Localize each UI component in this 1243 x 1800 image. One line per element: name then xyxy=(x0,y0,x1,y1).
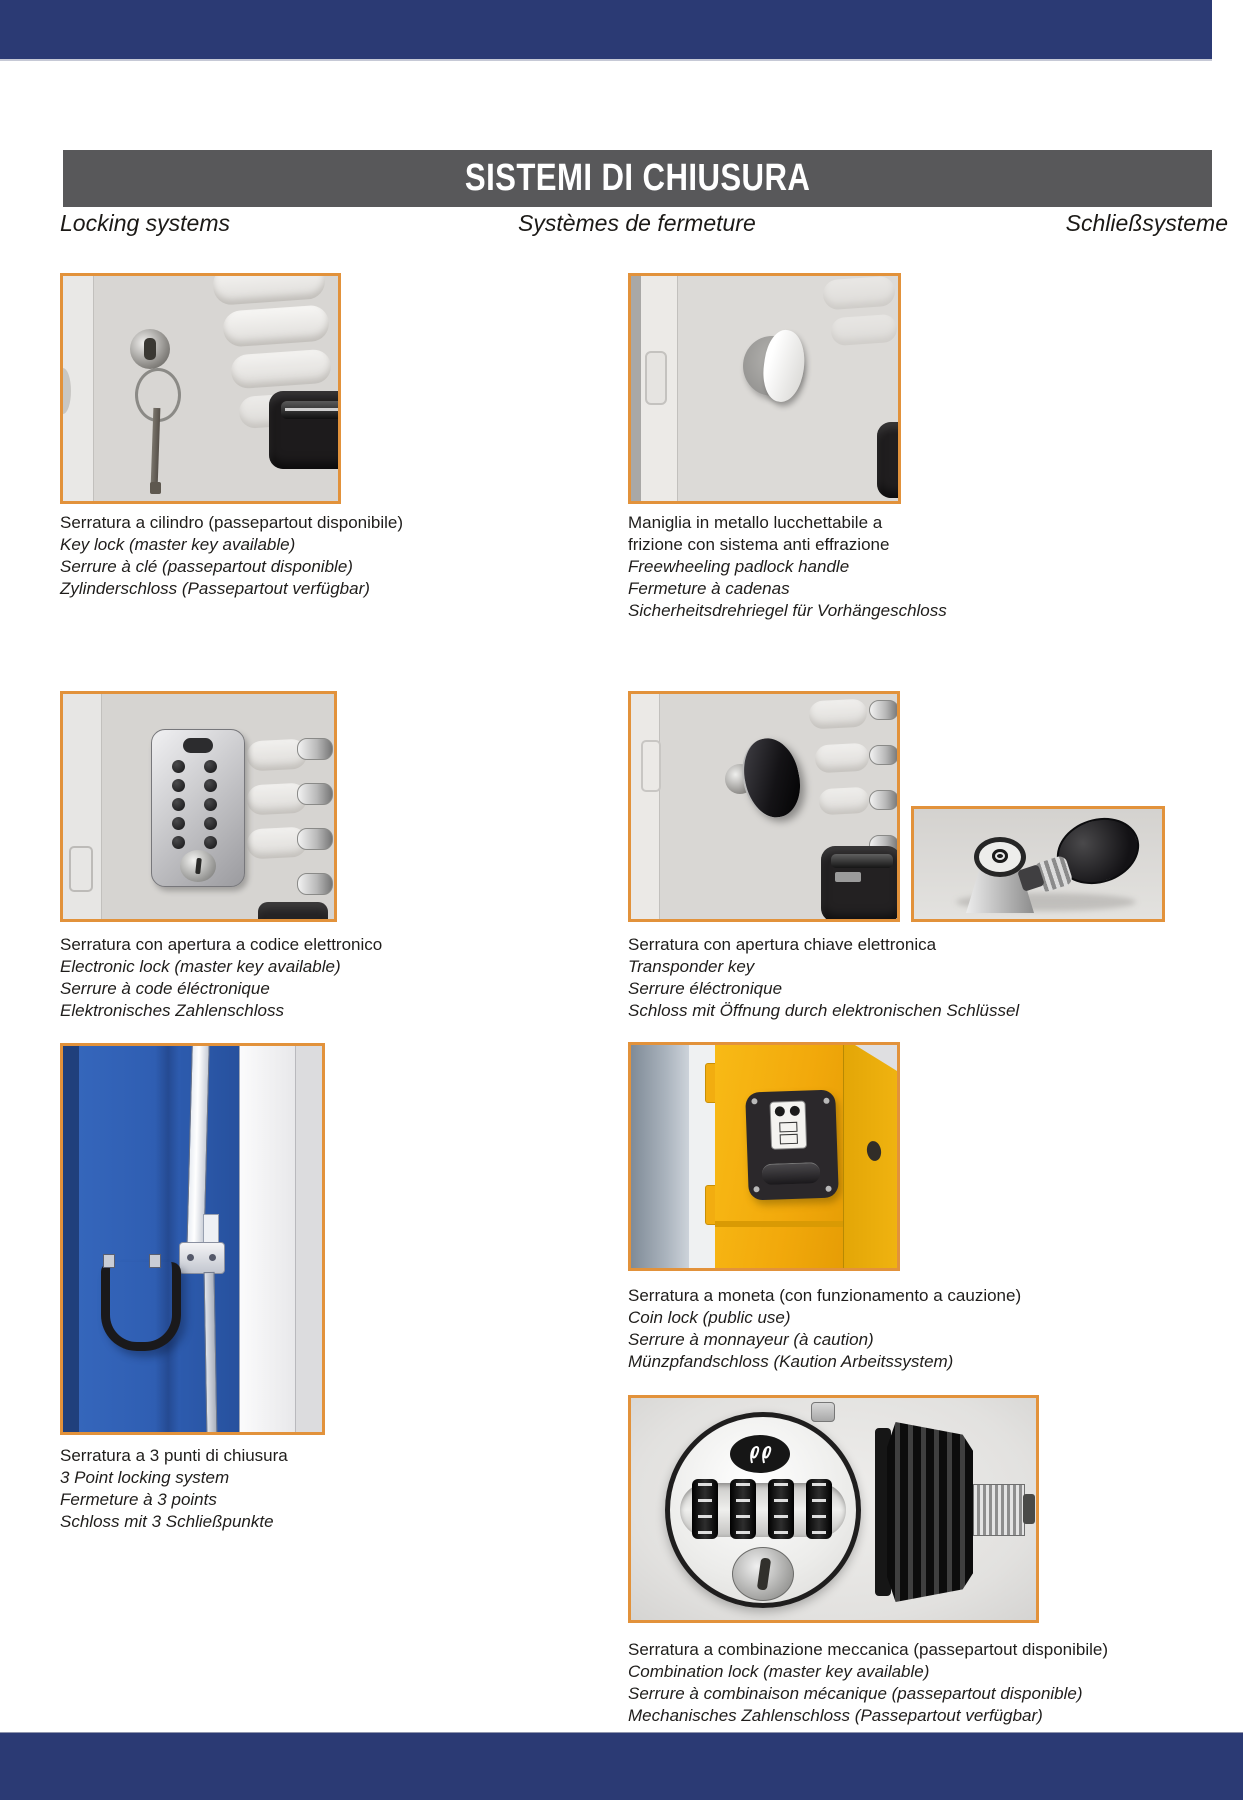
coin-icon xyxy=(790,1106,800,1116)
title-bar xyxy=(63,150,1212,207)
shaft-cam xyxy=(1023,1494,1035,1524)
mount-tab xyxy=(811,1402,835,1422)
top-banner xyxy=(0,0,1212,61)
photo-key-lock xyxy=(60,273,341,504)
latch-recess xyxy=(645,351,667,405)
combination-dial xyxy=(692,1479,718,1539)
caption-line-fr: Serrure à combinaison mécanique (passepartout disponible) xyxy=(628,1684,1083,1703)
handle-slot xyxy=(831,854,893,868)
mech-screw xyxy=(825,1186,831,1192)
recessed-handle xyxy=(269,391,341,469)
photo-combination-lock xyxy=(628,1395,1039,1623)
dial-digits xyxy=(736,1483,750,1535)
rod-guide xyxy=(179,1242,225,1274)
combination-dial xyxy=(806,1479,832,1539)
door-edge xyxy=(631,694,660,919)
dial-digits xyxy=(698,1483,712,1535)
subtitle-fr: Systèmes de fermeture xyxy=(518,210,756,236)
handle-hook xyxy=(835,872,861,882)
caption-line-fr: Serrure éléctronique xyxy=(628,979,783,998)
photo-padlock-handle xyxy=(628,273,901,504)
photo-transponder-key xyxy=(911,806,1165,922)
locker-interior xyxy=(631,1045,689,1268)
keypad-clear-button xyxy=(183,738,213,753)
emblem-squiggle xyxy=(730,1435,790,1473)
caption-line-en: Transponder key xyxy=(628,957,755,976)
caption-line-en: Combination lock (master key available) xyxy=(628,1662,930,1681)
vent-rib xyxy=(222,304,330,347)
frame-gray xyxy=(295,1046,323,1432)
caption-line-it: Serratura con apertura chiave elettronica xyxy=(628,935,937,954)
brand-emblem xyxy=(730,1435,790,1473)
vent-rib xyxy=(230,349,332,390)
u-handle-mount xyxy=(149,1254,161,1268)
coin-mechanism xyxy=(745,1089,839,1200)
caption-coin-lock xyxy=(628,1285,1021,1373)
keypad-button xyxy=(204,779,217,792)
bottom-banner xyxy=(0,1732,1243,1800)
recessed-handle xyxy=(877,422,901,498)
keypad-button xyxy=(172,760,185,773)
dial-face xyxy=(665,1412,861,1608)
vent-rib xyxy=(830,314,898,347)
chrome-knob xyxy=(297,873,333,895)
caption-line-en: Coin lock (public use) xyxy=(628,1308,791,1327)
caption-electronic-code-lock xyxy=(60,934,382,1022)
caption-three-point xyxy=(60,1445,288,1533)
caption-padlock-handle xyxy=(628,512,947,622)
photo-electronic-code-lock xyxy=(60,691,337,922)
photo-coin-lock xyxy=(628,1042,900,1271)
subtitle-de: Schließsysteme xyxy=(1065,210,1228,236)
caption-line-it: Serratura a 3 punti di chiusura xyxy=(60,1446,288,1465)
chrome-knob xyxy=(297,738,333,760)
latch-recess xyxy=(641,740,661,792)
keypad-button xyxy=(204,836,217,849)
guide-screw xyxy=(187,1254,194,1261)
caption-line-it2: frizione con sistema anti effrazione xyxy=(628,535,890,554)
chrome-knob xyxy=(869,700,899,720)
coin-icon xyxy=(775,1106,785,1116)
electronic-knob xyxy=(735,733,806,823)
caption-line-en: Freewheeling padlock handle xyxy=(628,557,850,576)
door-fold-shadow xyxy=(155,1046,179,1432)
mech-screw xyxy=(823,1098,829,1104)
label-mark xyxy=(780,1134,798,1145)
door-edge-white xyxy=(239,1046,296,1432)
caption-line-en: 3 Point locking system xyxy=(60,1468,230,1487)
door-seam xyxy=(715,1221,843,1227)
caption-line-de: Münzpfandschloss (Kaution Arbeitssystem) xyxy=(628,1352,954,1371)
caption-line-en: Electronic lock (master key available) xyxy=(60,957,341,976)
caption-line-de: Sicherheitsdrehriegel für Vorhängeschloss xyxy=(628,601,947,620)
caption-line-de: Schloss mit 3 Schließpunkte xyxy=(60,1512,274,1531)
keypad-unit xyxy=(151,729,245,887)
caption-line-de: Schloss mit Öffnung durch elektronischen Schlüssel xyxy=(628,1001,1020,1020)
keypad-button xyxy=(204,798,217,811)
caption-key-lock xyxy=(60,512,403,600)
vent-rib xyxy=(822,276,896,311)
chrome-knob xyxy=(869,790,899,810)
guide-screw xyxy=(209,1254,216,1261)
latch-recess xyxy=(69,846,93,892)
vent-rib xyxy=(212,273,326,306)
coin-label xyxy=(769,1101,807,1150)
key-override xyxy=(732,1547,794,1601)
caption-line-fr: Serrure à clé (passepartout disponible) xyxy=(60,557,353,576)
dial-digits xyxy=(812,1483,826,1535)
keypad-button xyxy=(204,760,217,773)
caption-line-it: Serratura a moneta (con funzionamento a cauzione) xyxy=(628,1286,1022,1305)
mech-screw xyxy=(751,1098,757,1104)
threaded-shaft xyxy=(973,1484,1025,1536)
key xyxy=(151,408,161,488)
chrome-knob xyxy=(297,783,333,805)
door-edge-dark xyxy=(631,276,641,501)
combination-dial xyxy=(730,1479,756,1539)
caption-line-it: Serratura con apertura a codice elettronico xyxy=(60,935,383,954)
caption-line-en: Key lock (master key available) xyxy=(60,535,296,554)
chrome-knob xyxy=(297,828,333,850)
recessed-handle xyxy=(258,902,328,922)
caption-combination xyxy=(628,1639,1108,1727)
u-handle xyxy=(101,1262,181,1351)
caption-line-fr: Fermeture à cadenas xyxy=(628,579,790,598)
keypad-button xyxy=(204,817,217,830)
coin-handle-bar xyxy=(762,1162,821,1185)
caption-line-it: Maniglia in metallo lucchettabile a xyxy=(628,513,883,532)
keypad-button xyxy=(172,836,185,849)
cylinder-keyway xyxy=(992,849,1008,863)
vent-rib xyxy=(808,699,867,730)
caption-line-it: Serratura a combinazione meccanica (passepartout disponibile) xyxy=(628,1640,1109,1659)
keyhole xyxy=(144,338,156,360)
photo-transponder-lock xyxy=(628,691,900,922)
caption-line-de: Zylinderschloss (Passepartout verfügbar) xyxy=(60,579,370,598)
vent-rib xyxy=(818,787,869,816)
caption-line-de: Mechanisches Zahlenschloss (Passepartout verfügbar) xyxy=(628,1706,1043,1725)
door-frame-dark xyxy=(63,1046,79,1432)
dial-digits xyxy=(774,1483,788,1535)
caption-line-fr: Fermeture à 3 points xyxy=(60,1490,217,1509)
recessed-handle xyxy=(821,846,900,922)
caption-line-fr: Serrure à monnayeur (à caution) xyxy=(628,1330,874,1349)
chrome-knob xyxy=(869,745,899,765)
photo-three-point-lock xyxy=(60,1043,325,1435)
caption-line-de: Elektronisches Zahlenschloss xyxy=(60,1001,284,1020)
vent-rib xyxy=(814,743,869,774)
keypad-button xyxy=(172,817,185,830)
keyhole xyxy=(757,1557,771,1590)
caption-line-it: Serratura a cilindro (passepartout disponibile) xyxy=(60,513,404,532)
caption-line-fr: Serrure à code éléctronique xyxy=(60,979,270,998)
key-tip xyxy=(150,482,161,494)
handle-chrome-line xyxy=(285,408,341,411)
label-mark xyxy=(779,1122,797,1133)
keypad-button xyxy=(172,779,185,792)
knurled-body xyxy=(887,1422,973,1602)
page-title: SISTEMI DI CHIUSURA xyxy=(464,157,811,199)
u-handle-mount xyxy=(103,1254,115,1268)
combination-dial xyxy=(768,1479,794,1539)
mech-screw xyxy=(753,1186,759,1192)
caption-transponder xyxy=(628,934,1019,1022)
keypad-button xyxy=(172,798,185,811)
subtitle-en: Locking systems xyxy=(60,210,231,236)
